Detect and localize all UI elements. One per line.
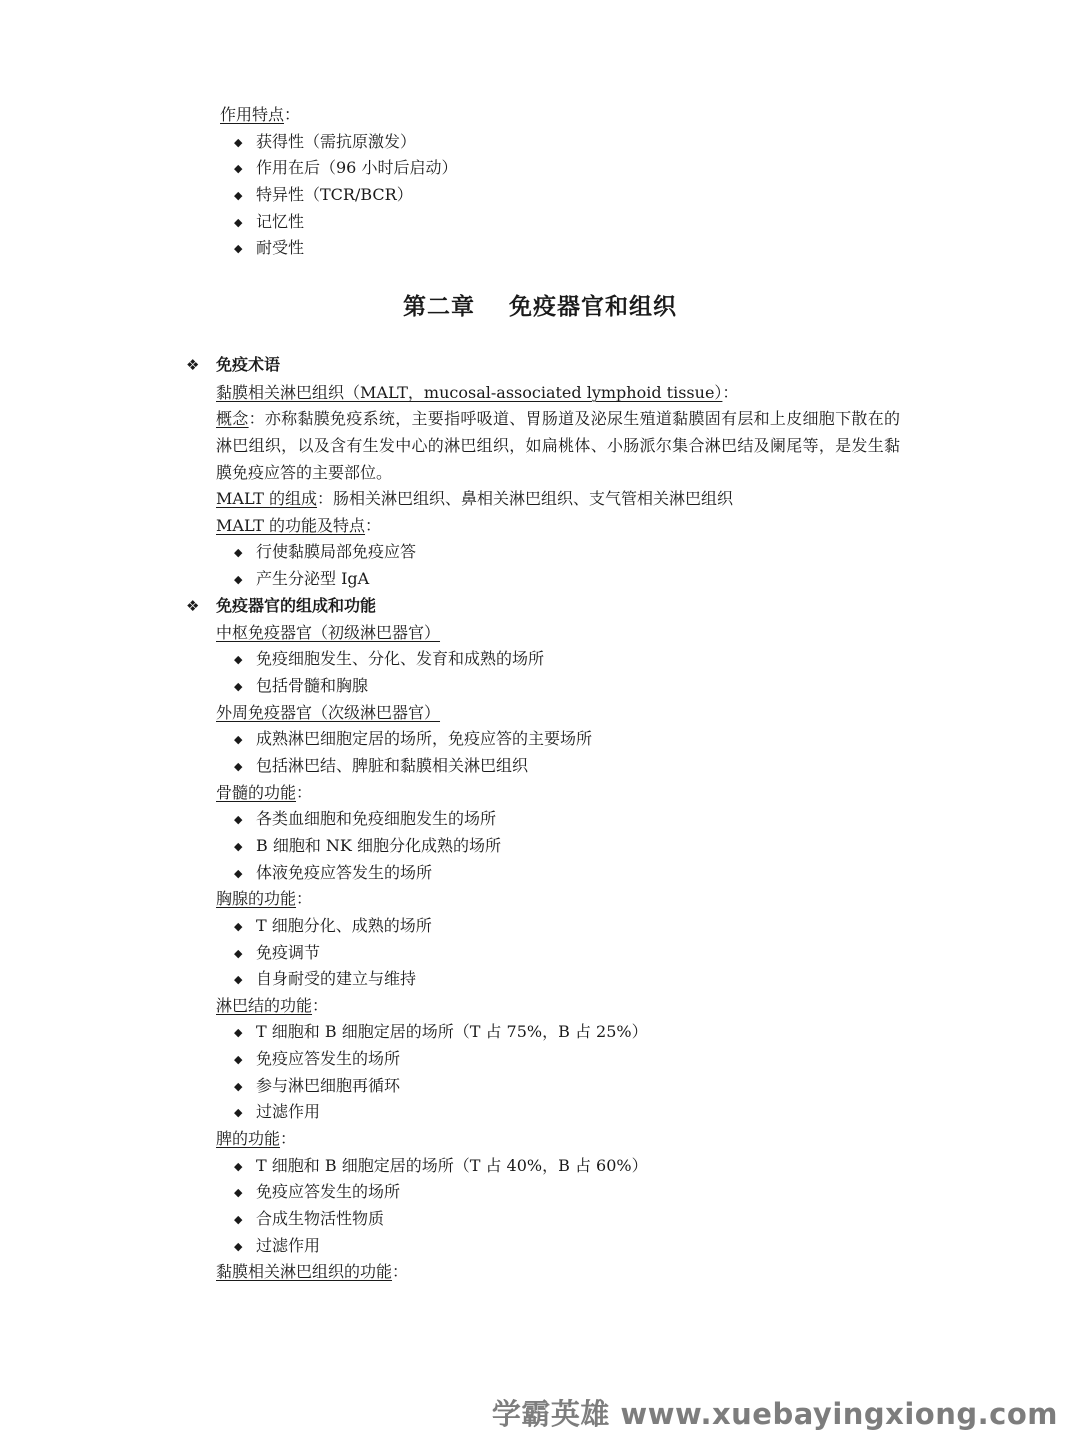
- diamond-bullet-icon: ◆: [234, 867, 243, 880]
- diamond-bullet-icon: ◆: [234, 840, 243, 853]
- list-item: ◆ T 细胞和 B 细胞定居的场所（T 占 75%，B 占 25%）: [234, 1021, 648, 1044]
- lymph-node-function-label: 淋巴结的功能：: [216, 996, 329, 1015]
- diamond-bullet-icon: ◆: [234, 680, 243, 693]
- list-item: ◆ 过滤作用: [234, 1101, 320, 1124]
- list-item: ◆ 行使黏膜局部免疫应答: [234, 541, 416, 564]
- diamond-bullet-icon: ◆: [234, 760, 243, 773]
- diamond-bullet-icon: ◆: [234, 573, 243, 586]
- list-item: ◆ 免疫应答发生的场所: [234, 1181, 400, 1204]
- diamond-bullet-icon: ◆: [234, 1080, 243, 1093]
- list-item: ◆ 包括骨髓和胸腺: [234, 675, 368, 698]
- list-item: ◆ T 细胞分化、成熟的场所: [234, 915, 432, 938]
- section-heading-terms: ❖ 免疫术语: [186, 355, 281, 374]
- malt-function-label-line: MALT 的功能及特点：: [216, 516, 382, 535]
- list-item: ◆ 作用在后（96 小时后启动）: [234, 157, 457, 180]
- list-item: ◆ 记忆性: [234, 211, 304, 234]
- diamond-bullet-icon: ◆: [234, 1053, 243, 1066]
- diamond-bullet-icon: ◆: [234, 813, 243, 826]
- mucosal-function-label: 黏膜相关淋巴组织的功能：: [216, 1262, 409, 1281]
- diamond-bullet-icon: ◆: [234, 1186, 243, 1199]
- concept-text: ：亦称黏膜免疫系统，主要指呼吸道、胃肠道及泌尿生殖道黏膜固有层和上皮细胞下散在的淋巴组织，以及含有生发中心的淋巴组织，如扁桃体、小肠派尔集合淋巴结及阑尾等，是发生黏膜免疫应答的主要部位。: [216, 409, 900, 482]
- diamond-bullet-icon: ◆: [234, 920, 243, 933]
- list-item: ◆ 免疫调节: [234, 942, 320, 965]
- diamond-bullet-icon: ◆: [234, 1106, 243, 1119]
- diamond-bullet-icon: ◆: [234, 216, 243, 229]
- diamond-bullet-icon: ◆: [234, 973, 243, 986]
- fleuron-bullet-icon: ❖: [186, 597, 200, 615]
- list-item: ◆ 免疫细胞发生、分化、发育和成熟的场所: [234, 648, 544, 671]
- list-item: ◆ 特异性（TCR/BCR）: [234, 184, 413, 207]
- diamond-bullet-icon: ◆: [234, 136, 243, 149]
- peripheral-organs-label: 外周免疫器官（次级淋巴器官）: [216, 703, 441, 722]
- diamond-bullet-icon: ◆: [234, 1160, 243, 1173]
- spleen-function-label: 脾的功能：: [216, 1129, 297, 1148]
- thymus-function-label: 胸腺的功能：: [216, 889, 313, 908]
- malt-composition-line: MALT 的组成：肠相关淋巴组织、鼻相关淋巴组织、支气管相关淋巴组织: [216, 489, 734, 508]
- list-item: ◆ 包括淋巴结、脾脏和黏膜相关淋巴组织: [234, 755, 528, 778]
- list-item: ◆ 耐受性: [234, 237, 304, 260]
- diamond-bullet-icon: ◆: [234, 947, 243, 960]
- diamond-bullet-icon: ◆: [234, 733, 243, 746]
- diamond-bullet-icon: ◆: [234, 1240, 243, 1253]
- diamond-bullet-icon: ◆: [234, 162, 243, 175]
- list-item: ◆ 合成生物活性物质: [234, 1208, 384, 1231]
- diamond-bullet-icon: ◆: [234, 1213, 243, 1226]
- list-item: ◆ 过滤作用: [234, 1235, 320, 1258]
- watermark: 学霸英雄 www.xuebayingxiong.com: [491, 1397, 1058, 1431]
- diamond-bullet-icon: ◆: [234, 189, 243, 202]
- central-organs-label: 中枢免疫器官（初级淋巴器官）: [216, 623, 441, 642]
- list-item: ◆ B 细胞和 NK 细胞分化成熟的场所: [234, 835, 501, 858]
- list-item: ◆ 免疫应答发生的场所: [234, 1048, 400, 1071]
- intro-label-line: 作用特点：: [220, 105, 301, 124]
- section-heading-organs: ❖ 免疫器官的组成和功能: [186, 596, 377, 615]
- fleuron-bullet-icon: ❖: [186, 356, 200, 374]
- intro-label: 作用特点: [220, 105, 285, 124]
- diamond-bullet-icon: ◆: [234, 1026, 243, 1039]
- concept-label: 概念: [216, 409, 249, 428]
- list-item: ◆ 产生分泌型 IgA: [234, 568, 369, 591]
- diamond-bullet-icon: ◆: [234, 242, 243, 255]
- malt-term-line: 黏膜相关淋巴组织（MALT，mucosal-associated lymphoid tissue）：: [216, 383, 739, 402]
- list-item: ◆ 成熟淋巴细胞定居的场所，免疫应答的主要场所: [234, 728, 592, 751]
- list-item: ◆ T 细胞和 B 细胞定居的场所（T 占 40%，B 占 60%）: [234, 1155, 648, 1178]
- diamond-bullet-icon: ◆: [234, 546, 243, 559]
- list-item: ◆ 体液免疫应答发生的场所: [234, 862, 432, 885]
- list-item: ◆ 各类血细胞和免疫细胞发生的场所: [234, 808, 496, 831]
- list-item: ◆ 自身耐受的建立与维持: [234, 968, 416, 991]
- diamond-bullet-icon: ◆: [234, 653, 243, 666]
- chapter-title: 第二章 免疫器官和组织: [403, 294, 677, 320]
- marrow-function-label: 骨髓的功能：: [216, 783, 313, 802]
- concept-paragraph: [216, 405, 900, 486]
- list-item: ◆ 获得性（需抗原激发）: [234, 131, 416, 154]
- list-item: ◆ 参与淋巴细胞再循环: [234, 1075, 400, 1098]
